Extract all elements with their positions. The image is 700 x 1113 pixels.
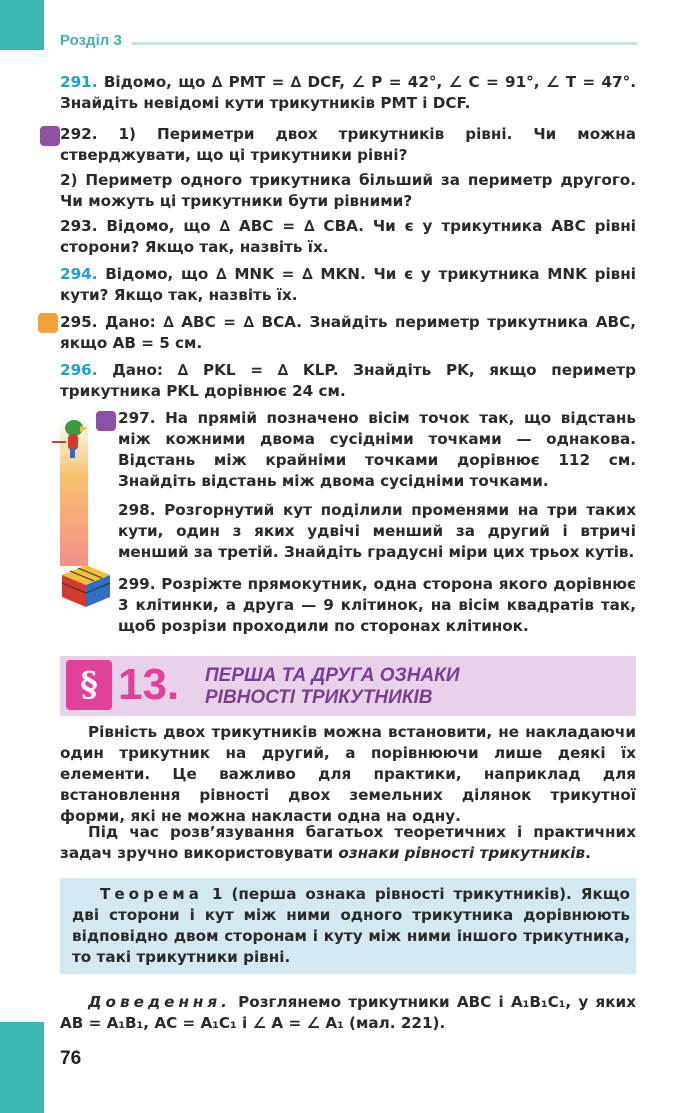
body-paragraph-2 [60, 822, 636, 864]
pencil-icon [38, 313, 58, 333]
exercise-text-2: 2) Периметр одного трикутника більший за периметр другого. Чи можуть ці трикутники бути рівними? [60, 171, 636, 210]
exercise-294 [60, 264, 636, 306]
section-label: Розділ 3 [60, 32, 122, 49]
exercise-number: 296. [60, 361, 98, 379]
exercise-number: 293. [60, 217, 98, 235]
exercise-299 [118, 574, 636, 637]
rubiks-cube-icon [60, 563, 112, 609]
exercise-number: 291. [60, 73, 98, 91]
theorem-1 [72, 884, 630, 968]
book-icon [96, 411, 116, 431]
theorem-number: 1 [211, 885, 223, 903]
exercise-text: Розгорнутий кут поділили променями на три таких кути, один з яких удвічі менший за другий і втричі менший за третій. Знайдіть градусні міри цих трьох кутів. [118, 501, 636, 561]
theorem-word: Теорема [100, 885, 203, 903]
body-paragraph-1: Рівність двох трикутників можна встановити, не накладаючи один трикутник на другий, а порівнюючи лише деякі їх елементи. Це важливо для практики, наприклад для встановлення рівності двох земельних ділянок трикутної форми, які не можна накласти одна на одну. [60, 723, 636, 825]
exercise-293 [60, 216, 636, 258]
exercise-292-part2 [60, 170, 636, 212]
exercise-292 [60, 124, 636, 166]
exercise-text: Розріжте прямокутник, одна сторона якого дорівнює 3 клітинки, а друга — 9 клітинок, на вісім квадратів так, щоб розрізи проходили по сторонах клітинок. [118, 575, 636, 635]
key-term: ознаки рівності трикутників [338, 844, 586, 862]
chapter-tab-top [0, 0, 44, 50]
exercise-text: Дано: ∆ ABC = ∆ BCA. Знайдіть периметр трикутника ABC, якщо AB = 5 см. [60, 313, 636, 352]
exercise-number: 292. [60, 125, 98, 143]
exercise-296 [60, 360, 636, 402]
exercise-number: 297. [118, 409, 156, 427]
exercise-291 [60, 72, 636, 114]
header-rule [132, 42, 637, 45]
section-title-line1: ПЕРША ТА ДРУГА ОЗНАКИ [205, 665, 460, 686]
page-number: 76 [60, 1048, 82, 1069]
chapter-tab-bottom [0, 1022, 44, 1113]
exercise-295 [60, 312, 636, 354]
exercise-text-1: 1) Периметри двох трикутників рівні. Чи можна стверджувати, що ці трикутники рівні? [60, 125, 636, 164]
exercise-number: 298. [118, 501, 156, 519]
exercise-number: 295. [60, 313, 98, 331]
section-title [205, 665, 460, 709]
proof-text: Розглянемо трикутники ABC і A₁B₁C₁, у яких AB = A₁B₁, AC = A₁C₁ і ∠ A = ∠ A₁ (мал. 221). [60, 993, 636, 1032]
exercise-298 [118, 500, 636, 563]
exercise-297 [118, 408, 636, 492]
exercise-text: На прямій позначено вісім точок так, що відстань між кожними двома сусідніми точками — однакова. Відстань між крайніми точками дорівнює 112 см. Знайдіть відстань між двома сусідніми точками. [118, 409, 636, 490]
body-paragraph-2-end: . [585, 844, 591, 862]
proof-paragraph [60, 992, 636, 1034]
exercise-number: 294. [60, 265, 98, 283]
section-title-line2: РІВНОСТІ ТРИКУТНИКІВ [205, 687, 433, 708]
exercise-text: Відомо, що ∆ MNK = ∆ MKN. Чи є у трикутника MNK рівні кути? Якщо так, назвіть їх. [60, 265, 636, 304]
exercise-number: 299. [118, 575, 156, 593]
body-paragraph-2-text: Під час розв’язування багатьох теоретичних і практичних задач зручно використовувати [60, 823, 636, 862]
exercise-text: Дано: ∆ PKL = ∆ KLP. Знайдіть PK, якщо периметр трикутника PKL дорівнює 24 см. [60, 361, 636, 400]
exercise-text: Відомо, що ∆ PMT = ∆ DCF, ∠ P = 42°, ∠ C = 91°, ∠ T = 47°. Знайдіть невідомі кути трикутників PMT і DCF. [60, 73, 636, 112]
theorem-text: (перша ознака рівності трикутників). Якщо дві сторони і кут між ними одного трикутника дорівнюють відповідно двом сторонам і куту між ними іншого трикутника, то такі трикутники рівні. [72, 885, 630, 966]
book-icon [40, 126, 60, 146]
proof-word: Доведення. [88, 993, 231, 1011]
parrot-icon [52, 410, 92, 460]
exercise-text: Відомо, що ∆ ABC = ∆ CBA. Чи є у трикутника ABC рівні сторони? Якщо так, назвіть їх. [60, 217, 636, 256]
paragraph-icon: § [66, 660, 112, 710]
section-number: 13. [118, 660, 180, 709]
